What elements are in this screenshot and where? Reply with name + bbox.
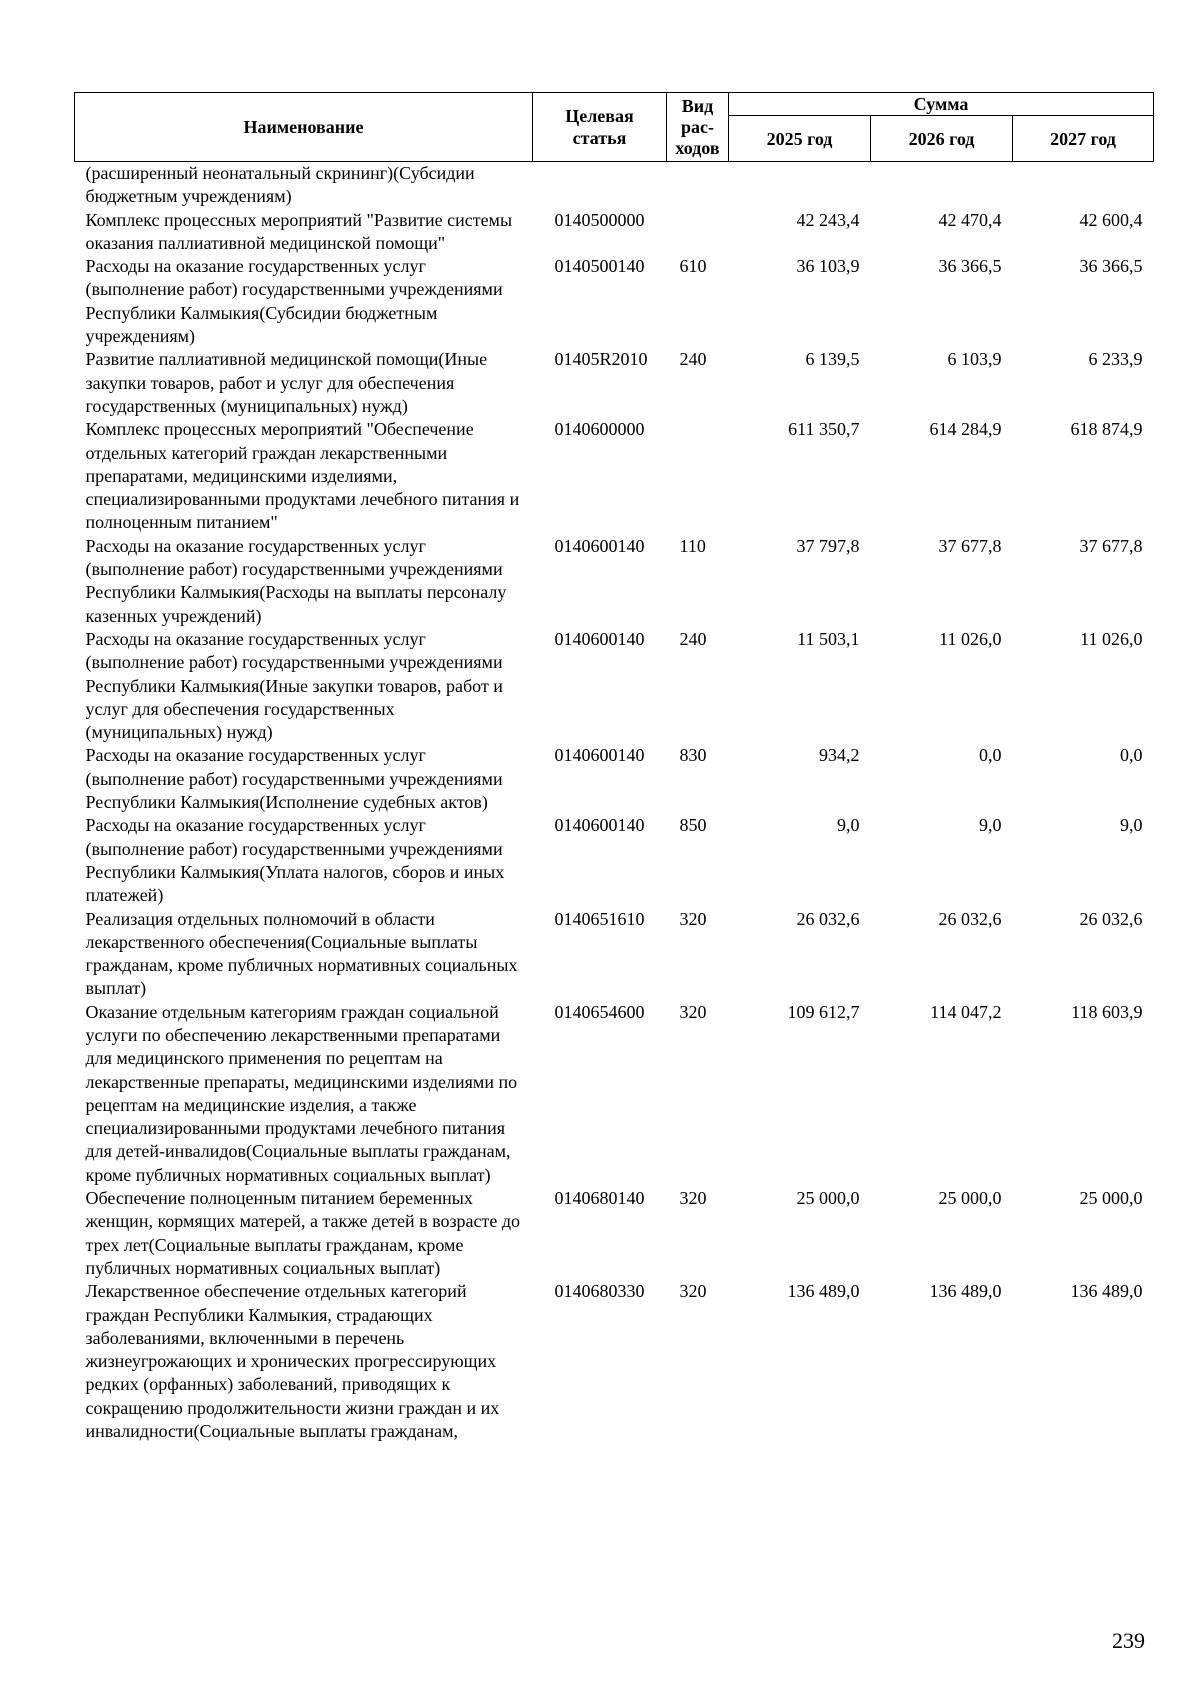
row-name: Комплекс процессных мероприятий "Обеспечение отдельных категорий граждан лекарственными препаратами, медицинскими изделиями, специализированными продуктами лечебного питания и полноценным питанием"	[85, 419, 520, 533]
row-2026: 136 489,0	[929, 1281, 1002, 1302]
row-code: 0140651610	[554, 908, 645, 929]
row-2027: 37 677,8	[1079, 535, 1143, 556]
row-vid: 320	[679, 908, 707, 929]
header-year-2026: 2026 год	[871, 116, 1013, 162]
row-vid: 830	[679, 745, 707, 766]
row-2026: 36 366,5	[938, 256, 1002, 277]
table-row	[75, 1187, 1154, 1280]
table-row	[75, 162, 1154, 209]
row-2026: 26 032,6	[938, 908, 1002, 929]
row-vid: 610	[679, 256, 707, 277]
row-name: Реализация отдельных полномочий в области лекарственного обеспечения(Социальные выплаты гражданам, кроме публичных нормативных социальных выплат)	[85, 908, 518, 999]
row-name: Расходы на оказание государственных услуг (выполнение работ) государственными учреждениями Республики Калмыкия(Иные закупки товаров, работ и услуг для обеспечения государственных (муниципальных) нужд)	[85, 628, 503, 743]
row-code: 0140500140	[554, 256, 645, 277]
row-2026: 42 470,4	[938, 209, 1002, 230]
row-name: Развитие паллиативной медицинской помощи(Иные закупки товаров, работ и услуг для обеспечения государственных (муниципальных) нужд)	[85, 349, 488, 416]
header-year-2025: 2025 год	[729, 116, 871, 162]
row-vid	[667, 209, 729, 256]
row-2026: 37 677,8	[938, 535, 1002, 556]
row-2026: 614 284,9	[929, 419, 1002, 440]
row-2025: 42 243,4	[796, 209, 860, 230]
page-number: 239	[1112, 1628, 1145, 1653]
row-2025: 25 000,0	[796, 1188, 860, 1209]
row-2027: 26 032,6	[1079, 908, 1143, 929]
row-vid: 320	[679, 1001, 707, 1022]
row-2027: 11 026,0	[1080, 628, 1143, 649]
row-2025: 109 612,7	[787, 1001, 860, 1022]
header-sum: Сумма	[729, 93, 1154, 116]
row-2027: 25 000,0	[1079, 1188, 1143, 1209]
row-vid: 240	[679, 628, 707, 649]
row-vid: 240	[679, 349, 707, 370]
header-year-2027: 2027 год	[1013, 116, 1154, 162]
row-2027: 118 603,9	[1071, 1001, 1143, 1022]
row-2026: 114 047,2	[930, 1001, 1002, 1022]
row-2025	[729, 162, 871, 209]
row-2026: 9,0	[979, 815, 1002, 836]
row-name: (расширенный неонатальный скрининг)(Субсидии бюджетным учреждениям)	[85, 163, 475, 207]
row-code: 0140680140	[554, 1188, 645, 1209]
row-name: Обеспечение полноценным питанием беременных женщин, кормящих матерей, а также детей в возрасте до трех лет(Социальные выплаты гражданам, кроме публичных нормативных социальных выплат)	[85, 1188, 521, 1278]
row-vid: 320	[679, 1281, 707, 1302]
row-2026: 25 000,0	[938, 1188, 1002, 1209]
row-name: Расходы на оказание государственных услуг (выполнение работ) государственными учреждениями Республики Калмыкия(Субсидии бюджетным учреждениям)	[85, 256, 503, 347]
row-2025: 26 032,6	[796, 908, 860, 929]
row-2026	[871, 162, 1013, 209]
row-name: Лекарственное обеспечение отдельных категорий граждан Республики Калмыкия, страдающих заболеваниями, включенными в перечень жизнеугрожающих и хронических прогрессирующих редких (орфанных) заболеваний, приводящих к сокращению продолжительности жизни граждан и их инвалидности(Социальные выплаты гражданам,	[85, 1281, 500, 1442]
row-vid: 850	[679, 815, 707, 836]
table-body	[75, 162, 1154, 1444]
row-vid	[667, 418, 729, 534]
row-2025: 36 103,9	[796, 256, 860, 277]
row-code	[533, 162, 667, 209]
row-name: Комплекс процессных мероприятий "Развитие системы оказания паллиативной медицинской помощи"	[85, 209, 513, 253]
row-2027: 0,0	[1120, 745, 1143, 766]
table-row	[75, 1001, 1154, 1187]
row-vid	[667, 162, 729, 209]
row-2027: 36 366,5	[1079, 256, 1143, 277]
row-code: 0140500000	[554, 209, 645, 230]
row-code: 0140600140	[554, 628, 645, 649]
row-vid: 320	[679, 1188, 707, 1209]
row-vid: 110	[679, 535, 706, 556]
row-2027: 618 874,9	[1070, 419, 1143, 440]
row-2026: 11 026,0	[939, 628, 1002, 649]
table-row	[75, 628, 1154, 744]
table-row	[75, 1280, 1154, 1443]
row-2025: 611 350,7	[788, 419, 860, 440]
table-row	[75, 908, 1154, 1001]
row-code: 0140600140	[554, 745, 645, 766]
header-name: Наименование	[75, 93, 533, 162]
row-code: 0140600000	[554, 419, 645, 440]
row-2026: 0,0	[979, 745, 1002, 766]
header-vid: Вид рас-ходов	[667, 93, 729, 162]
row-2027: 42 600,4	[1079, 209, 1143, 230]
row-2027: 6 233,9	[1088, 349, 1143, 370]
row-code: 0140600140	[554, 535, 645, 556]
row-2025: 6 139,5	[805, 349, 860, 370]
row-2027: 9,0	[1120, 815, 1143, 836]
row-name: Оказание отдельным категориям граждан социальной услуги по обеспечению лекарственными препаратами для медицинского применения по рецептам на лекарственные препараты, медицинскими изделиями по рецептам на медицинские изделия, а также специализированными продуктами лечебного питания для детей-инвалидов(Социальные выплаты гражданам, кроме публичных нормативных социальных выплат)	[85, 1001, 518, 1185]
row-code: 0140600140	[554, 815, 645, 836]
header-code: Целевая статья	[533, 93, 667, 162]
row-2025: 9,0	[837, 815, 860, 836]
row-2027: 136 489,0	[1070, 1281, 1143, 1302]
table-row	[75, 255, 1154, 348]
row-2025: 136 489,0	[787, 1281, 860, 1302]
row-name: Расходы на оказание государственных услуг (выполнение работ) государственными учреждениями Республики Калмыкия(Уплата налогов, сборов и иных платежей)	[85, 815, 505, 906]
row-name: Расходы на оказание государственных услуг (выполнение работ) государственными учреждениями Республики Калмыкия(Расходы на выплаты персоналу казенных учреждений)	[85, 535, 507, 626]
row-2027	[1013, 162, 1154, 209]
table-row	[75, 535, 1154, 628]
row-2025: 37 797,8	[796, 535, 860, 556]
table-header	[75, 93, 1154, 162]
row-code: 0140680330	[554, 1281, 645, 1302]
row-name: Расходы на оказание государственных услуг (выполнение работ) государственными учреждениями Республики Калмыкия(Исполнение судебных актов)	[85, 745, 503, 813]
table-row	[75, 418, 1154, 534]
table-row	[75, 814, 1154, 907]
row-2025: 934,2	[819, 745, 860, 766]
table-row	[75, 348, 1154, 418]
table-row	[75, 209, 1154, 256]
table-row	[75, 744, 1154, 814]
row-2026: 6 103,9	[947, 349, 1002, 370]
row-2025: 11 503,1	[797, 628, 860, 649]
row-code: 0140654600	[554, 1001, 645, 1022]
budget-table	[74, 92, 1154, 1443]
row-code: 01405R2010	[554, 349, 648, 370]
